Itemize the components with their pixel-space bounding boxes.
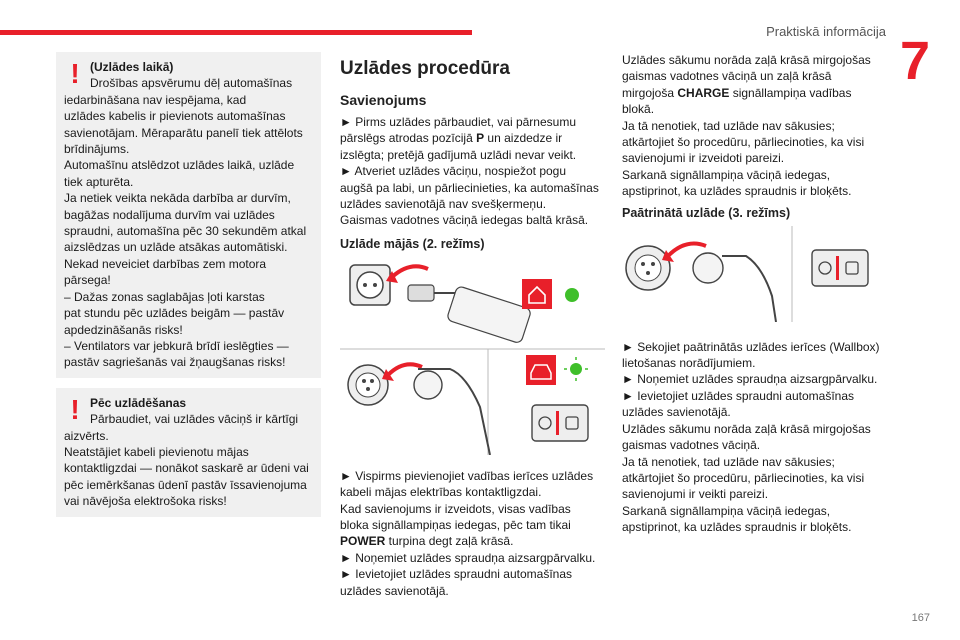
text-line: bloka signāllampiņas iedegas, pēc tam tikai: [340, 518, 571, 533]
insert-arrow-icon: [668, 243, 706, 255]
text-line: uzlādes kabelis ir pievienots automašīnas: [64, 109, 286, 124]
text-line: ► Vispirms pievienojiet vadības ierīces uzlādes: [340, 468, 594, 483]
text-line: ► Sekojiet paātrinātās uzlādes ierīces (Wallbox): [622, 339, 880, 354]
text-line: Ja netiek veikta nekāda darbība ar durvīm,: [64, 191, 291, 206]
accelerated-charging-title: Paātrinātā uzlāde (3. režīms): [622, 205, 791, 220]
text-line: ► Pirms uzlādes pārbaudiet, vai pārnesumu: [340, 115, 576, 129]
text-line: pastāv sagriešanās vai žņaugšanas risks!: [64, 355, 286, 370]
text-line: ► Noņemiet uzlādes spraudņa aizsargpārvalku.: [622, 372, 878, 387]
plug-in-arrow-icon: [392, 266, 428, 277]
accelerated-charging-illustration: [622, 226, 892, 327]
text-line: atkārtojiet šo procedūru, pārliecinoties, ka visi: [622, 470, 865, 485]
text-line: Ja tā nenotiek, tad uzlāde nav sākusies;: [622, 118, 835, 133]
text-line: gaismas vadotnes vāciņā un zaļā krāsā: [622, 69, 832, 84]
text-line: ► Ievietojiet uzlādes spraudni automašīnas: [622, 388, 855, 403]
text-line: pat stundu pēc uzlādes beigām — pastāv: [64, 306, 285, 321]
text-line: apstiprinot, ka uzlādes spraudnis ir bloķēts.: [622, 520, 852, 535]
text-line: Uzlādes sākumu norāda zaļā krāsā mirgojošas: [622, 53, 871, 67]
text-line: Gaismas vadotnes vāciņā iedegas baltā krāsā.: [340, 213, 589, 228]
text-line: Sarkanā signāllampiņa vāciņā iedegas,: [622, 503, 831, 518]
home-charging-title: Uzlāde mājās (2. režīms): [340, 236, 485, 251]
text-line: Pēc uzlādēšanas: [90, 395, 187, 410]
text-line: pārslēgs atrodas pozīcijā P un aizdedze ir: [340, 131, 563, 146]
charging-start-info: [622, 52, 892, 200]
accelerated-charging-figure: [622, 226, 892, 322]
text-line: spraudni, automašīna pēc 30 sekundēm atkal: [64, 224, 307, 239]
home-charging-instructions: [340, 468, 605, 599]
warning-text: [64, 395, 313, 510]
page-header-title: Praktiskā informācija: [766, 24, 886, 39]
text-line: Uzlādes sākumu norāda zaļā krāsā mirgojošas: [622, 421, 871, 436]
text-line: Pārbaudiet, vai uzlādes vāciņš ir kārtīgi: [90, 412, 299, 427]
insert-arrow-icon: [388, 364, 422, 375]
section-title: Uzlādes procedūra: [340, 58, 510, 79]
vehicle-charge-icon: [526, 355, 556, 385]
text-line: kontaktligzdai — nonākot saskarē ar ūdeni vai: [64, 461, 309, 476]
header-accent-bar: [0, 30, 472, 35]
warning-box-after-charging: [56, 388, 321, 517]
text-line: Drošības apsvērumu dēļ automašīnas: [90, 76, 293, 91]
plug-icon: [408, 285, 434, 301]
text-line: lietošanas norādījumiem.: [622, 356, 756, 371]
text-line: – Dažas zonas saglabājas ļoti karstas: [64, 289, 265, 304]
text-line: savienotājam. Mēraparātu panelī tiek attēlots: [64, 125, 303, 140]
column-middle: [340, 52, 605, 599]
text-line: iedarbināšana nav iespējama, kad: [64, 92, 247, 107]
home-power-icon: [522, 279, 552, 309]
text-line: ► Noņemiet uzlādes spraudņa aizsargpārvalku.: [340, 550, 596, 565]
text-line: mirgojoša CHARGE signāllampiņa vadības: [622, 85, 852, 100]
chapter-number: 7: [899, 31, 930, 91]
text-line: pārsega!: [64, 273, 111, 288]
text-line: gaismas vadotnes vāciņā.: [622, 438, 761, 453]
text-line: pēc iemērkšanas ūdenī pastāv īssavienojuma: [64, 477, 307, 492]
text-line: uzlādes savienotājā nav svešķermeņu.: [340, 197, 547, 212]
text-line: augšā pa labi, un pārliecinieties, ka automašīnas: [340, 180, 599, 195]
text-line: Ja tā nenotiek, tad uzlāde nav sākusies;: [622, 454, 835, 469]
column-left: [56, 52, 321, 527]
text-line: uzlādes savienotājā.: [340, 583, 449, 598]
warning-text: [64, 59, 313, 371]
column-right: [622, 52, 892, 536]
text-line: savienojumi ir veikti pareizi.: [622, 487, 769, 502]
text-line: Kad savienojums ir izveidots, visas vadības: [340, 501, 571, 516]
warning-box-charging: [56, 52, 321, 378]
text-line: brīdinājums.: [64, 142, 130, 157]
text-line: Automašīnu atslēdzot uzlādes laikā, uzlāde: [64, 158, 295, 173]
accelerated-charging-instructions: [622, 339, 892, 536]
text-line: aizslēdzas un uzlāde atsākas automātiski.: [64, 240, 288, 255]
text-line: vai nāvējoša elektrošoka risks!: [64, 494, 227, 509]
text-line: aizvērts.: [64, 428, 109, 443]
text-line: apdedzināšanās risks!: [64, 322, 183, 337]
charging-plug-icon: [693, 253, 723, 283]
page-number: 167: [911, 612, 930, 624]
text-line: atkārtojiet šo procedūru, pārliecinoties, ka visi: [622, 135, 865, 150]
text-line: uzlādes savienotājā.: [622, 405, 731, 420]
text-line: tiek apturēta.: [64, 174, 134, 189]
green-blinking-indicator-icon: [570, 363, 582, 375]
control-box-icon: [446, 285, 531, 343]
text-line: kabeli mājas elektrības kontaktligzdai.: [340, 485, 542, 500]
plug-lock-panel-icon: [812, 250, 868, 286]
text-line: bagāžas nodalījuma durvīm vai uzlādes: [64, 207, 275, 222]
home-charging-illustration: [340, 257, 605, 460]
connection-instructions: [340, 114, 605, 229]
text-line: POWER turpina degt zaļā krāsā.: [340, 534, 514, 549]
text-line: blokā.: [622, 102, 655, 117]
text-line: Neatstājiet kabeli pievienotu mājas: [64, 444, 249, 459]
text-line: ► Ievietojiet uzlādes spraudni automašīnas: [340, 567, 573, 582]
text-line: – Ventilators var jebkurā brīdī ieslēgties —: [64, 338, 289, 353]
text-line: Nekad neveiciet darbības zem motora: [64, 256, 267, 271]
text-line: apstiprinot, ka uzlādes spraudnis ir bloķēts.: [622, 184, 852, 199]
green-indicator-icon: [565, 288, 579, 302]
text-line: (Uzlādes laikā): [90, 60, 174, 74]
subsection-title: Savienojums: [340, 92, 427, 108]
plug-lock-panel-icon: [532, 405, 588, 441]
text-line: Sarkanā signāllampiņa vāciņā iedegas,: [622, 167, 831, 182]
text-line: savienojumi ir izveidoti pareizi.: [622, 151, 785, 166]
text-line: izslēgta; pretējā gadījumā uzlādi nevar veikt.: [340, 147, 577, 162]
text-line: ► Atveriet uzlādes vāciņu, nospiežot pogu: [340, 164, 567, 179]
warning-exclamation-icon: !: [70, 58, 80, 89]
home-charging-figure: [340, 257, 605, 455]
warning-exclamation-icon: !: [70, 393, 80, 425]
